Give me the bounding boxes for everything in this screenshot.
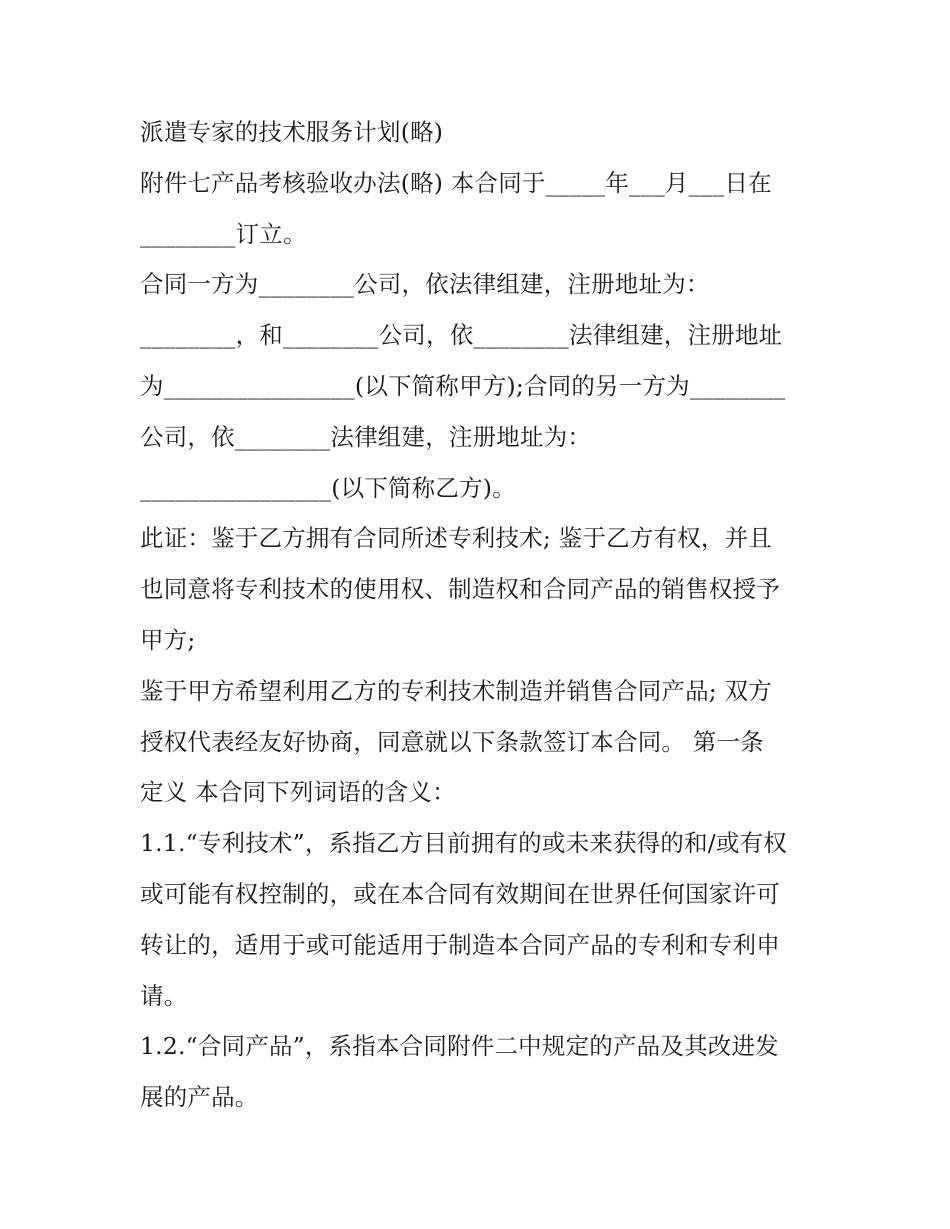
contract-text <box>140 107 820 1123</box>
text-line: 公司，依________法律组建，注册地址为： <box>140 422 592 451</box>
text-line: 展的产品。 <box>140 1083 259 1112</box>
text-line: 甲方; <box>140 625 196 654</box>
text-line: 1.1.“专利技术”，系指乙方目前拥有的或未来获得的和/或有权 <box>140 829 787 858</box>
text-line: ________订立。 <box>140 219 307 248</box>
text-line: 鉴于甲方希望利用乙方的专利技术制造并销售合同产品; 双方 <box>140 676 772 705</box>
text-line: 授权代表经友好协商，同意就以下条款签订本合同。 第一条 <box>140 727 764 756</box>
text-line: 为________________(以下简称甲方);合同的另一方为________ <box>140 371 786 400</box>
text-line: ________，和________公司，依________法律组建，注册地址 <box>140 321 783 350</box>
text-line: 附件七产品考核验收办法(略) 本合同于_____年___月___日在 <box>140 168 772 197</box>
text-line: 此证：鉴于乙方拥有合同所述专利技术; 鉴于乙方有权，并且 <box>140 524 772 553</box>
text-line: 转让的，适用于或可能适用于制造本合同产品的专利和专利申 <box>140 930 780 959</box>
text-line: 派遣专家的技术服务计划(略) <box>140 118 444 146</box>
text-line: ________________(以下简称乙方)。 <box>140 473 516 502</box>
text-line: 请。 <box>140 981 188 1010</box>
text-line: 也同意将专利技术的使用权、制造权和合同产品的销售权授予 <box>140 575 780 604</box>
text-line: 定义 本合同下列词语的含义： <box>140 778 456 807</box>
text-line: 1.2.“合同产品”，系指本合同附件二中规定的产品及其改进发 <box>140 1032 779 1061</box>
text-line: 或可能有权控制的，或在本合同有效期间在世界任何国家许可 <box>140 879 780 908</box>
text-line: 合同一方为________公司，依法律组建，注册地址为： <box>140 270 710 299</box>
